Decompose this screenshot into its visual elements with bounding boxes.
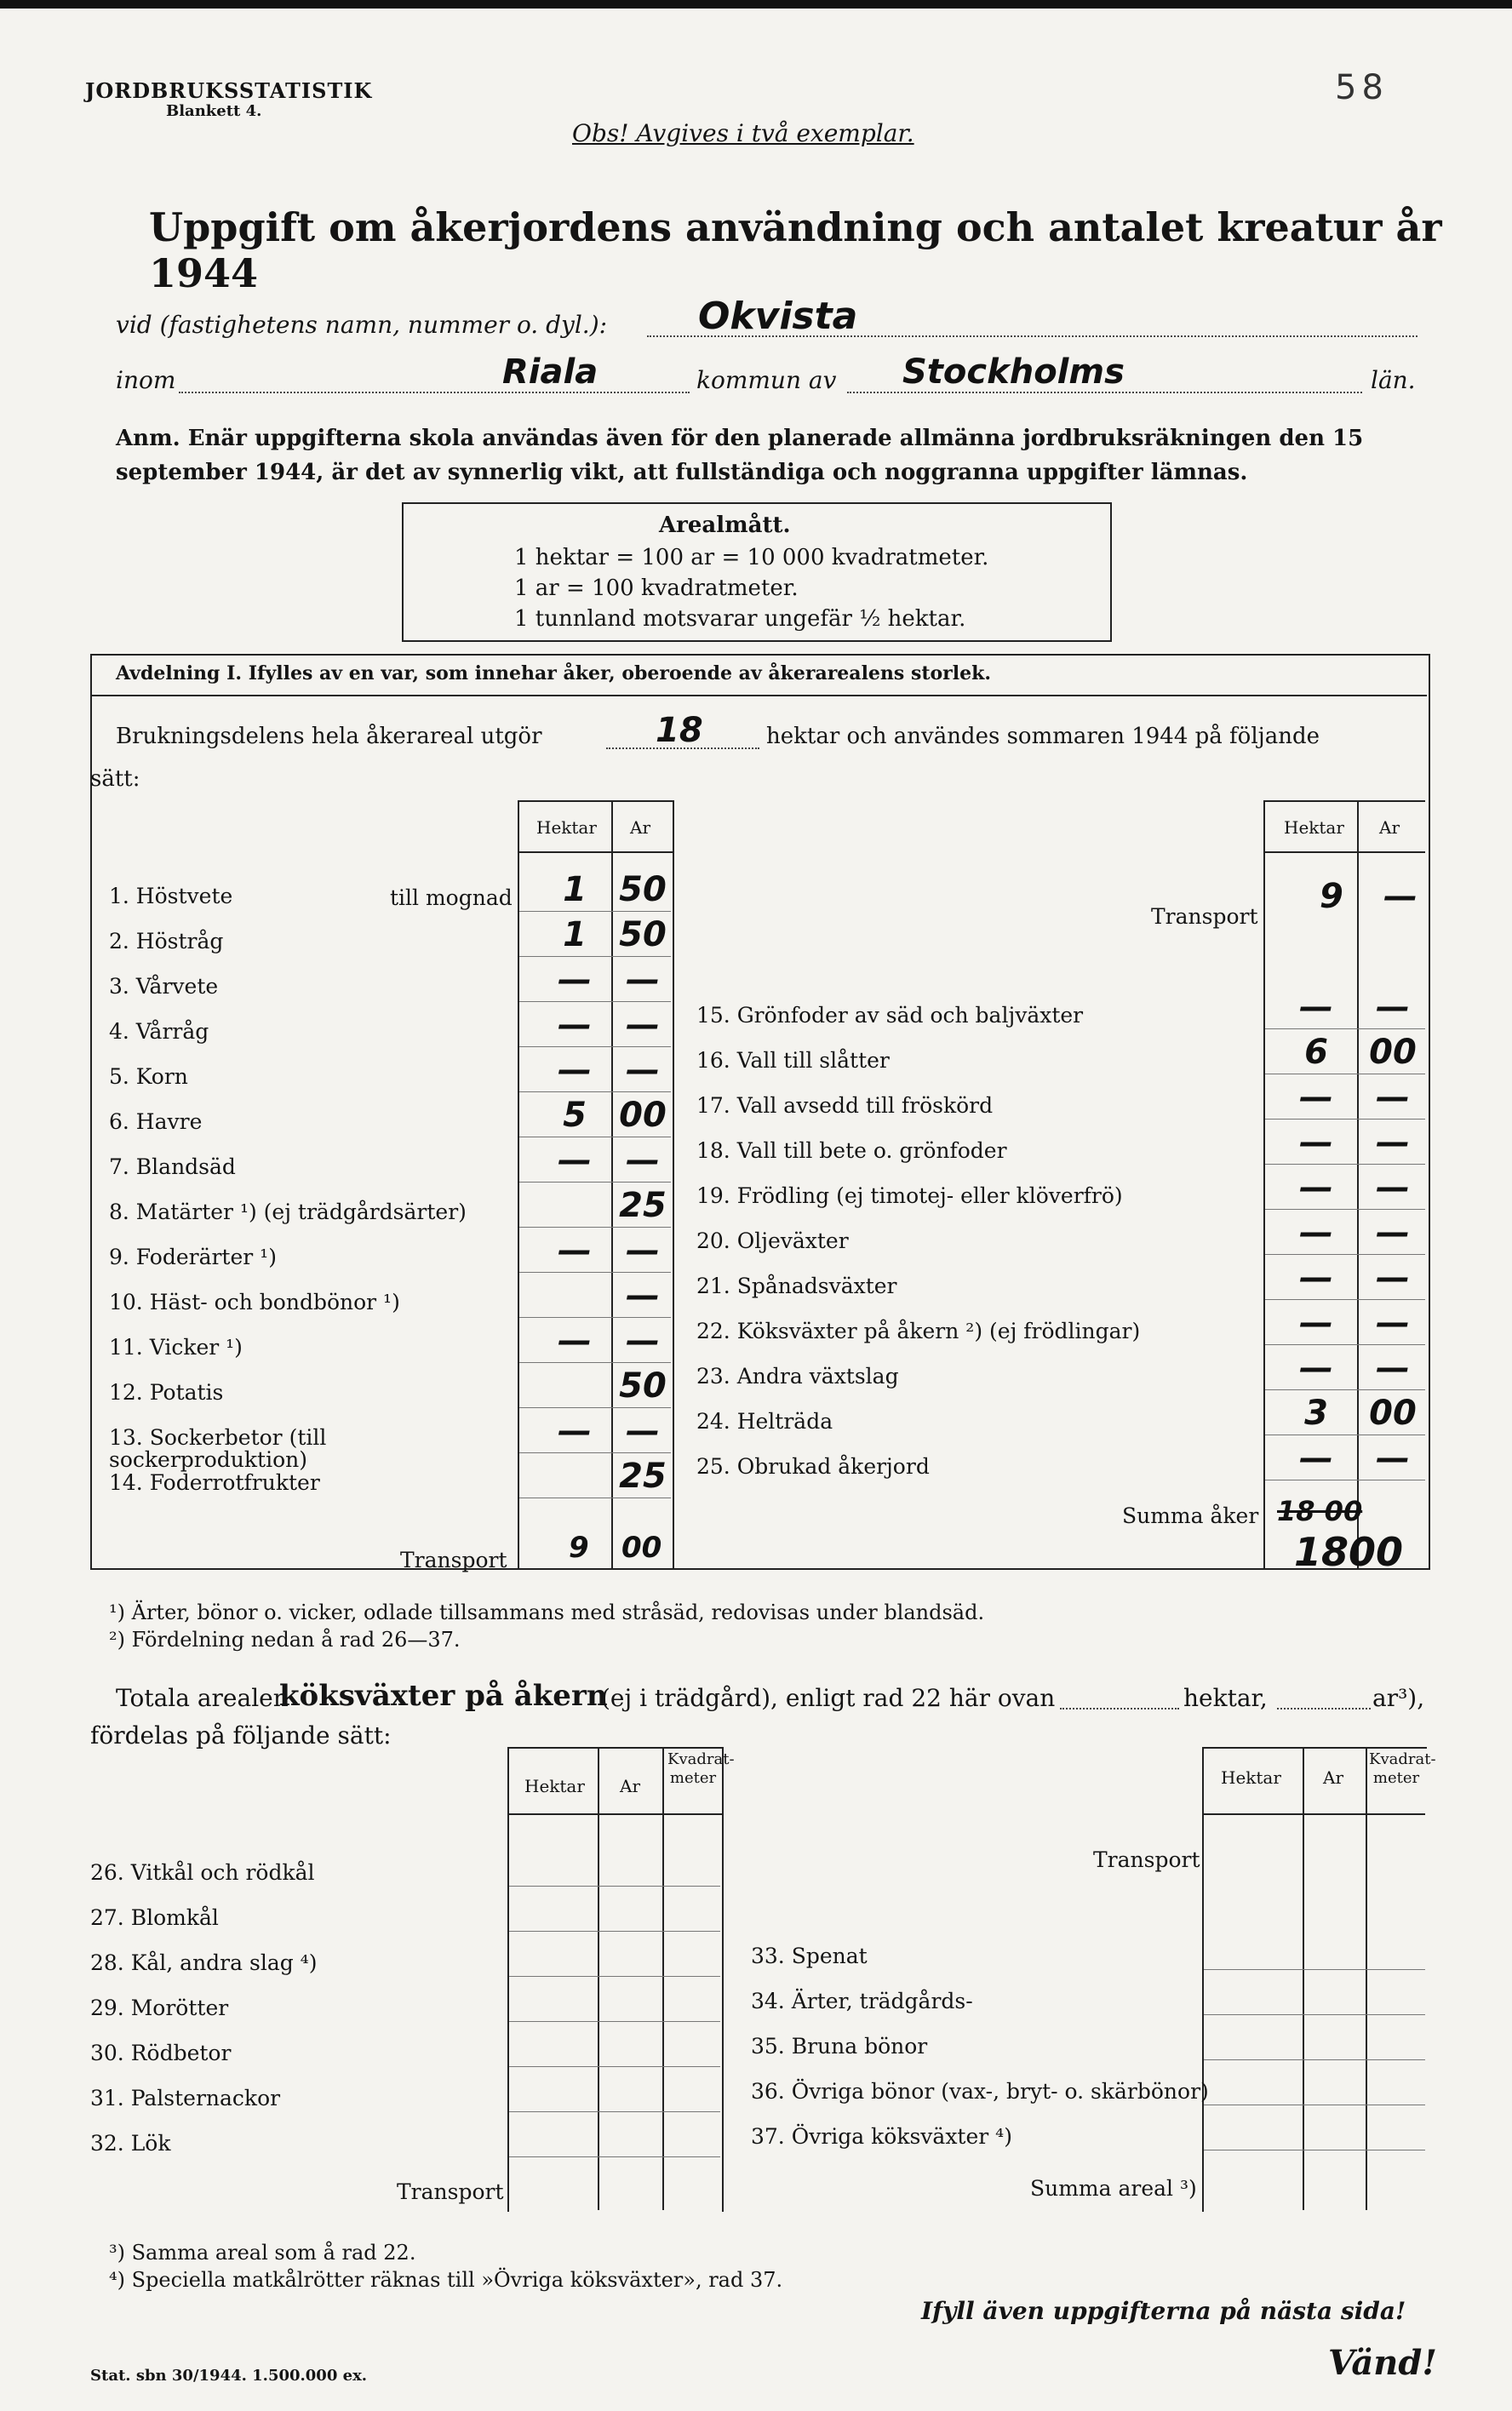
section-1-heading-text: Avdelning I. Ifylles av en var, som innehar åker, oberoende av åkerarealens storlek.	[116, 662, 992, 684]
section-2-right-grid	[1202, 1747, 1436, 2212]
section-2-intro-b: (ej i trädgård), enligt rad 22 här ovan	[601, 1684, 1056, 1712]
right-row-label: 15. Grönfoder av säd och baljväxter	[696, 1003, 1084, 1028]
left-row-label: 12. Potatis	[109, 1380, 224, 1405]
kommun-line	[847, 392, 1362, 393]
left-row-hektar: —	[558, 1141, 592, 1180]
s2-right-row-rule	[1204, 1969, 1425, 1970]
s2-right-row-label: 35. Bruna bönor	[751, 2034, 928, 2059]
inom-value: Riala	[502, 352, 598, 392]
section-2-hektar-line	[1060, 1708, 1179, 1709]
s2-left-div2	[662, 1747, 664, 2210]
s2-right-head-bottom	[1202, 1813, 1425, 1815]
left-row-ar: —	[626, 1321, 660, 1360]
right-row-rule	[1265, 1164, 1425, 1165]
right-col-hektar: Hektar	[1284, 817, 1344, 838]
arealmatt-line: 1 tunnland motsvarar ungefär ½ hektar.	[514, 606, 966, 632]
right-row-ar: —	[1376, 1168, 1410, 1207]
s2-right-col-kvm: Kvadrat-meter	[1369, 1750, 1436, 1787]
left-row-rule	[519, 1407, 671, 1408]
left-col-divider	[611, 800, 613, 1570]
left-row-hektar: —	[558, 1231, 592, 1270]
right-row-ar: —	[1376, 988, 1410, 1027]
right-row-label: 17. Vall avsedd till fröskörd	[696, 1093, 994, 1118]
left-transport-ar: 00	[621, 1531, 662, 1565]
section-1-intro-a: Brukningsdelens hela åkerareal utgör	[116, 724, 542, 749]
left-row-hektar: —	[558, 960, 592, 999]
s2-left-row-label: 30. Rödbetor	[90, 2041, 232, 2065]
left-row-label: 8. Matärter ¹) (ej trädgårdsärter)	[109, 1200, 467, 1224]
arealmatt-line: 1 hektar = 100 ar = 10 000 kvadratmeter.	[514, 545, 989, 570]
obs-note: Obs! Avgives i två exemplar.	[572, 119, 914, 147]
left-row-label: 10. Häst- och bondbönor ¹)	[109, 1290, 400, 1314]
s2-left-col-kvm: Kvadrat-meter	[667, 1750, 735, 1787]
s2-left-head-bottom	[507, 1813, 722, 1815]
vand-note: Vänd!	[1328, 2343, 1437, 2383]
section-1-intro-c: sätt:	[90, 766, 140, 792]
right-transport-ar: —	[1383, 877, 1418, 916]
s2-left-row-rule	[509, 1886, 720, 1887]
footnote-2: ²) Fördelning nedan å rad 26—37.	[109, 1628, 461, 1652]
left-row-rule	[519, 911, 671, 912]
section-1-intro-b: hektar och användes sommaren 1944 på följande	[766, 724, 1320, 749]
s2-right-col-hektar: Hektar	[1221, 1767, 1281, 1788]
left-row-rule	[519, 1227, 671, 1228]
right-col-top	[1263, 800, 1425, 802]
right-row-label: 18. Vall till bete o. grönfoder	[696, 1138, 1007, 1163]
right-row-rule	[1265, 1299, 1425, 1300]
section-1-heading	[90, 654, 1427, 696]
left-row-ar: —	[626, 1141, 660, 1180]
arealmatt-box	[402, 502, 1112, 642]
right-transport-hektar: 9	[1320, 877, 1343, 916]
left-row-ar: 25	[619, 1186, 667, 1225]
right-row-ar: —	[1376, 1303, 1410, 1343]
s2-right-row-label: 34. Ärter, trädgårds-	[751, 1989, 973, 2013]
total-areal-value: 18	[656, 711, 703, 750]
right-row-hektar: 3	[1304, 1394, 1328, 1433]
left-row-ar: —	[626, 1276, 660, 1315]
section-2-hektar-label: hektar,	[1183, 1684, 1268, 1712]
s2-left-transport: Transport	[397, 2179, 504, 2204]
right-row-label: 16. Vall till slåtter	[696, 1048, 890, 1073]
s2-left-div1	[598, 1747, 599, 2210]
kommun-label: kommun av	[696, 366, 837, 394]
section-2-left-grid	[507, 1747, 735, 2212]
top-edge-bar	[0, 0, 1512, 9]
right-row-label: 23. Andra växtslag	[696, 1364, 899, 1389]
left-row-rule	[519, 1272, 671, 1273]
s2-right-col-ar: Ar	[1323, 1767, 1344, 1788]
s2-right-transport: Transport	[1093, 1847, 1200, 1872]
s2-left-row-label: 26. Vitkål och rödkål	[90, 1860, 315, 1885]
left-row-ar: 50	[619, 915, 667, 954]
left-row-label: 14. Foderrotfrukter	[109, 1470, 320, 1495]
right-row-label: 21. Spånadsväxter	[696, 1274, 897, 1298]
left-row-ar: 50	[619, 1366, 667, 1406]
s2-left-row-label: 27. Blomkål	[90, 1905, 219, 1930]
left-row-rule	[519, 1362, 671, 1363]
vid-label: vid (fastighetens namn, nummer o. dyl.):	[116, 311, 608, 339]
right-row-rule	[1265, 1119, 1425, 1120]
left-row-label: 11. Vicker ¹)	[109, 1335, 243, 1360]
left-transport-hektar: 9	[569, 1531, 589, 1565]
left-row-rule	[519, 1452, 671, 1453]
left-row-hektar: 1	[563, 915, 587, 954]
right-row-rule	[1265, 1028, 1425, 1029]
ifyll-note: Ifyll även uppgifterna på nästa sida!	[921, 2297, 1406, 2325]
s2-left-row-label: 28. Kål, andra slag ⁴)	[90, 1950, 318, 1975]
s2-right-div1	[1303, 1747, 1304, 2210]
s2-left-row-label: 31. Palsternackor	[90, 2086, 281, 2110]
left-row-hektar: 5	[563, 1096, 587, 1135]
print-info: Stat. sbn 30/1944. 1.500.000 ex.	[90, 2367, 368, 2385]
kommun-value: Stockholms	[902, 352, 1125, 392]
section-2-intro-bold: köksväxter på åkern	[279, 1679, 608, 1713]
s2-summa-areal: Summa areal ³)	[1030, 2176, 1197, 2201]
arealmatt-heading: Arealmått.	[659, 513, 791, 538]
right-row-ar: —	[1376, 1439, 1410, 1478]
right-row-label: 22. Köksväxter på åkern ²) (ej frödlingar)	[696, 1319, 1141, 1343]
left-row-hektar: 1	[563, 870, 587, 909]
s2-right-div2	[1366, 1747, 1367, 2210]
left-row-ar: —	[626, 960, 660, 999]
right-row-ar: —	[1376, 1078, 1410, 1117]
right-row-ar: —	[1376, 1349, 1410, 1388]
arealmatt-line: 1 ar = 100 kvadratmeter.	[514, 576, 799, 601]
left-row-label: 5. Korn	[109, 1064, 188, 1089]
left-row-ar: 00	[619, 1096, 667, 1135]
right-row-ar: —	[1376, 1258, 1410, 1297]
left-row-ar: —	[626, 1005, 660, 1045]
right-row-hektar: 6	[1304, 1033, 1328, 1072]
section-2-intro-a: Totala arealen	[116, 1684, 289, 1712]
s2-right-row-rule	[1204, 2014, 1425, 2015]
right-row-ar: 00	[1369, 1033, 1417, 1072]
right-row-ar: —	[1376, 1123, 1410, 1162]
vid-value: Okvista	[698, 295, 858, 338]
s2-left-row-label: 32. Lök	[90, 2131, 171, 2156]
right-transport-label: Transport	[1151, 904, 1258, 929]
s2-left-row-rule	[509, 1931, 720, 1932]
right-col-divider	[1357, 800, 1359, 1570]
s2-right-row-rule	[1204, 2059, 1425, 2060]
summa-aker-struck: 18 00	[1277, 1495, 1363, 1527]
left-row-ar: —	[626, 1412, 660, 1451]
right-row-hektar: —	[1299, 1213, 1333, 1252]
page-number: 58	[1335, 68, 1389, 107]
left-row-rule	[519, 1182, 671, 1183]
s2-left-row-rule	[509, 2066, 720, 2067]
right-row-label: 25. Obrukad åkerjord	[696, 1454, 930, 1479]
right-row-rule	[1265, 1389, 1425, 1390]
page-title: Uppgift om åkerjordens användning och antalet kreatur år 1944	[149, 204, 1442, 296]
section-2-ar-label: ar³),	[1372, 1684, 1425, 1712]
right-row-ar: 00	[1369, 1394, 1417, 1433]
s2-left-col-hektar: Hektar	[524, 1776, 585, 1796]
left-row-label: 4. Vårråg	[109, 1019, 209, 1044]
right-row-rule	[1265, 1209, 1425, 1210]
inom-line	[179, 392, 690, 393]
left-row-hektar: —	[558, 1412, 592, 1451]
right-row-rule	[1265, 1344, 1425, 1345]
right-row-hektar: —	[1299, 1168, 1333, 1207]
left-row-label: 1. Höstvete	[109, 884, 233, 908]
left-row-label: 2. Höstråg	[109, 929, 224, 954]
left-row-ar: —	[626, 1051, 660, 1090]
till-mognad-label: till mognad	[390, 885, 513, 910]
left-col-top	[518, 800, 673, 802]
right-col-head-bottom	[1263, 851, 1425, 853]
left-row-hektar: —	[558, 1051, 592, 1090]
s2-left-row-label: 29. Morötter	[90, 1996, 229, 2020]
footnote-4: ⁴) Speciella matkålrötter räknas till »Övriga köksväxter», rad 37.	[109, 2268, 783, 2292]
right-row-hektar: —	[1299, 1123, 1333, 1162]
right-row-hektar: —	[1299, 1439, 1333, 1478]
s2-right-row-label: 33. Spenat	[751, 1944, 868, 1968]
right-row-hektar: —	[1299, 1078, 1333, 1117]
s2-left-row-rule	[509, 1976, 720, 1977]
right-row-hektar: —	[1299, 1303, 1333, 1343]
left-row-label: 9. Foderärter ¹)	[109, 1245, 277, 1269]
left-row-ar: —	[626, 1231, 660, 1270]
left-row-rule	[519, 1091, 671, 1092]
left-col-ar: Ar	[630, 817, 651, 838]
section-2-ar-line	[1277, 1708, 1371, 1709]
form-number: Blankett 4.	[166, 102, 262, 120]
right-col-ar: Ar	[1379, 817, 1400, 838]
summa-aker-value: 1800	[1294, 1529, 1404, 1575]
left-row-ar: 25	[619, 1457, 667, 1496]
s2-left-col-ar: Ar	[620, 1776, 641, 1796]
left-row-label: 13. Sockerbetor (till sockerproduktion)	[109, 1425, 327, 1472]
footnote-1: ¹) Ärter, bönor o. vicker, odlade tillsammans med stråsäd, redovisas under blandsäd.	[109, 1601, 985, 1624]
s2-left-row-rule	[509, 2156, 720, 2157]
left-row-label: 7. Blandsäd	[109, 1154, 236, 1179]
left-row-rule	[519, 1046, 671, 1047]
s2-left-row-rule	[509, 2021, 720, 2022]
left-row-rule	[519, 956, 671, 957]
inom-label: inom	[116, 366, 176, 394]
lan-label: län.	[1371, 366, 1416, 394]
right-row-rule	[1265, 1254, 1425, 1255]
right-row-hektar: —	[1299, 1349, 1333, 1388]
left-col-head-bottom	[518, 851, 673, 853]
section-2-intro-c: fördelas på följande sätt:	[90, 1721, 392, 1750]
left-row-label: 6. Havre	[109, 1109, 203, 1134]
left-col-hektar: Hektar	[536, 817, 597, 838]
right-row-ar: —	[1376, 1213, 1410, 1252]
s2-right-row-label: 37. Övriga köksväxter ⁴)	[751, 2124, 1012, 2149]
footnote-3: ³) Samma areal som å rad 22.	[109, 2241, 416, 2265]
left-row-hektar: —	[558, 1005, 592, 1045]
right-row-label: 20. Oljeväxter	[696, 1228, 849, 1253]
right-row-label: 19. Frödling (ej timotej- eller klöverfrö)	[696, 1183, 1123, 1208]
right-row-hektar: —	[1299, 988, 1333, 1027]
left-transport-label: Transport	[400, 1548, 507, 1572]
right-row-label: 24. Helträda	[696, 1409, 833, 1434]
s2-left-row-rule	[509, 2111, 720, 2112]
s2-right-row-label: 36. Övriga bönor (vax-, bryt- o. skärbönor)	[751, 2079, 1209, 2104]
anm-note: Anm. Enär uppgifterna skola användas även för den planerade allmänna jordbruksräkningen den 15 september 1944, är det av synnerlig vikt, att fullständiga och noggranna uppgifter lämnas.	[116, 426, 1364, 485]
summa-aker-label: Summa åker	[1122, 1503, 1259, 1528]
left-row-hektar: —	[558, 1321, 592, 1360]
left-row-rule	[519, 1001, 671, 1002]
right-row-hektar: —	[1299, 1258, 1333, 1297]
left-row-label: 3. Vårvete	[109, 974, 219, 999]
org-name: JORDBRUKSSTATISTIK	[85, 78, 373, 103]
left-row-rule	[519, 1317, 671, 1318]
left-row-ar: 50	[619, 870, 667, 909]
